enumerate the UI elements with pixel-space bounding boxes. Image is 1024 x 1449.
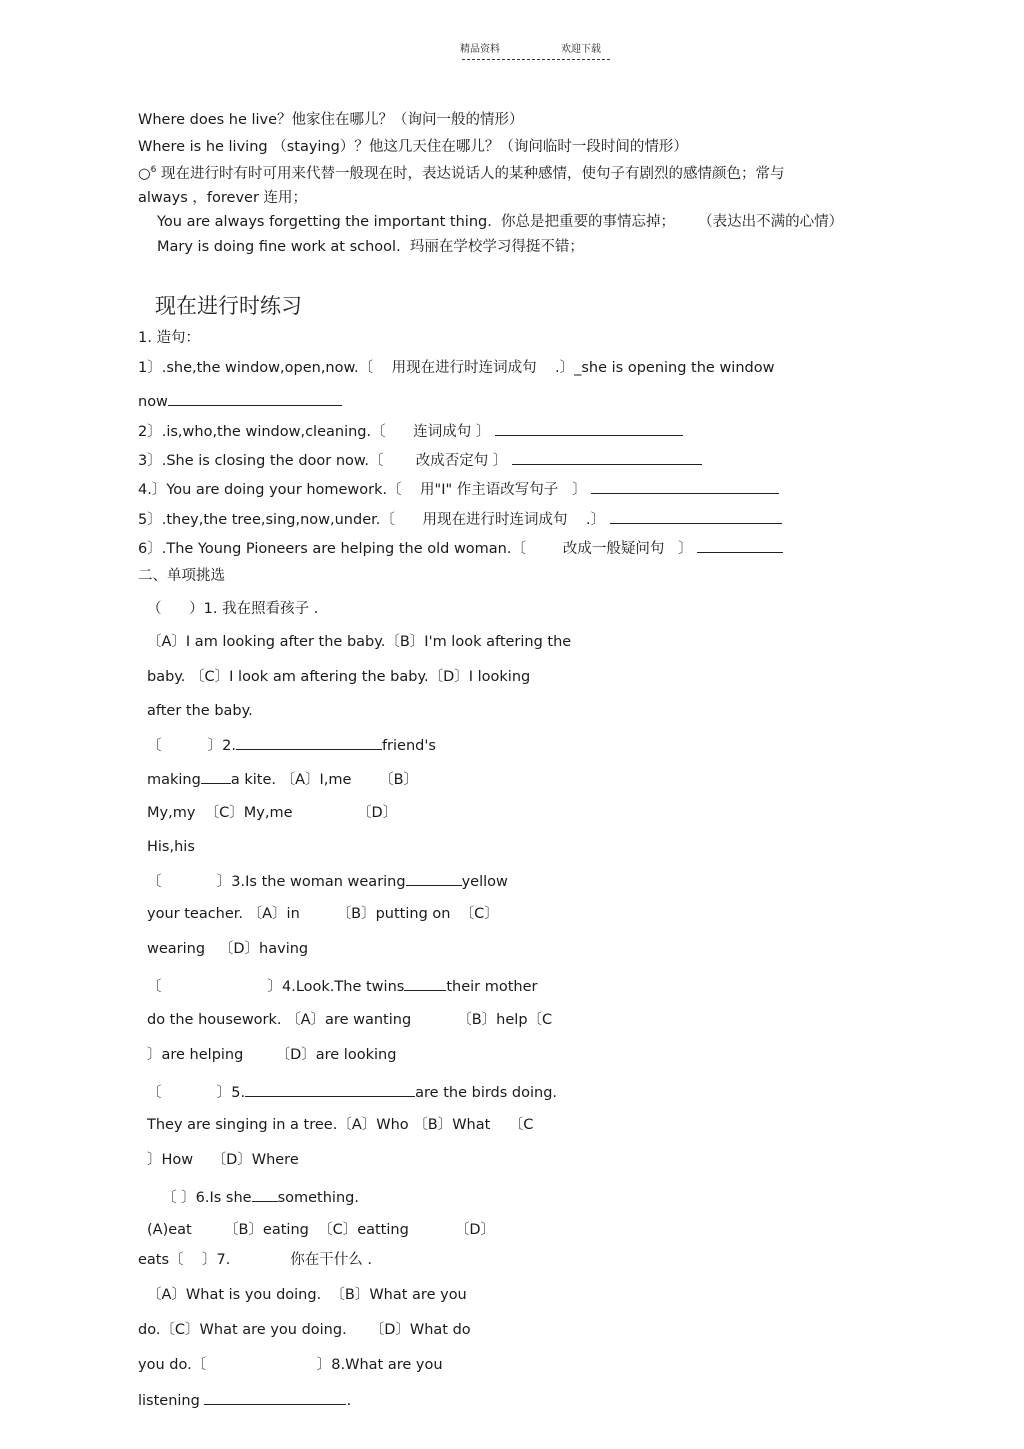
answer-blank xyxy=(236,734,382,750)
mc-text: friend's xyxy=(381,738,436,754)
question-6 xyxy=(138,537,783,559)
mc-line: baby. 〔C〕I look am aftering the baby.〔D〕I looking xyxy=(147,669,531,685)
question-3 xyxy=(138,449,702,471)
mc-text: are the birds doing. xyxy=(415,1085,558,1101)
question-5 xyxy=(138,508,782,530)
question-2 xyxy=(138,420,683,442)
mc-text: 〔 〕3.Is the woman wearing xyxy=(147,874,406,890)
part2-heading: 二、单项挑选 xyxy=(138,568,225,584)
mc-line: 〕How 〔D〕Where xyxy=(147,1152,299,1168)
mc-text: their mother xyxy=(446,979,538,995)
answer-blank xyxy=(252,1186,278,1202)
answer-blank xyxy=(406,870,462,886)
part1-heading: 1. 造句： xyxy=(138,330,200,346)
mc-line: 〕are helping 〔D〕are looking xyxy=(147,1047,397,1063)
mc-line xyxy=(147,870,508,892)
mc-line: you do.〔 〕8.What are you xyxy=(138,1357,443,1373)
answer-blank xyxy=(591,478,779,494)
mc-text: something. xyxy=(277,1190,359,1206)
answer-blank xyxy=(204,1389,346,1405)
question-text: 5〕.they,the tree,sing,now,under.〔 用现在进行时连词成句 .〕 xyxy=(138,512,606,528)
mc-text: 〔 〕2. xyxy=(147,738,236,754)
answer-blank xyxy=(610,508,782,524)
question-4 xyxy=(138,478,779,500)
question-text: now xyxy=(138,394,168,410)
note-line: Where is he living （staying）？他这几天住在哪儿？（询问临时一段时间的情形） xyxy=(138,139,688,155)
section-title: 现在进行时练习 xyxy=(155,294,302,318)
mc-line: They are singing in a tree.〔A〕Who 〔B〕What 〔C xyxy=(147,1117,534,1133)
mc-text: making xyxy=(147,772,201,788)
mc-line: My,my 〔C〕My,me 〔D〕 xyxy=(147,805,398,821)
mc-line: wearing 〔D〕having xyxy=(147,941,309,957)
note-number: 6 xyxy=(150,165,157,175)
mc-line xyxy=(162,1186,359,1208)
answer-blank xyxy=(697,537,783,553)
example-sentence: Mary is doing fine work at school. 玛丽在学校学习得挺不错； xyxy=(157,239,584,255)
mc-line: （ ）1. 我在照看孩子 . xyxy=(147,601,319,617)
mc-line xyxy=(147,768,418,790)
mc-line: your teacher. 〔A〕in 〔B〕putting on 〔C〕 xyxy=(147,906,499,922)
mc-text: 〔 〕4.Look.The twins xyxy=(147,979,405,995)
question-text: 2〕.is,who,the window,cleaning.〔 连词成句 〕 xyxy=(138,424,491,440)
mc-line: eats〔 〕7. 你在干什么 . xyxy=(138,1252,372,1268)
mc-line: 〔A〕What is you doing. 〔B〕What are you xyxy=(147,1287,467,1303)
question-1: 1〕.she,the window,open,now.〔 用现在进行时连词成句 .〕_she is opening the window xyxy=(138,360,775,376)
header-right: 欢迎下载 xyxy=(561,44,601,55)
mc-line: (A)eat 〔B〕eating 〔C〕eatting 〔D〕 xyxy=(147,1222,496,1238)
mc-line xyxy=(147,975,537,997)
mc-text: 〔 〕6.Is she xyxy=(162,1190,252,1206)
question-text: 3〕.She is closing the door now.〔 改成否定句 〕 xyxy=(138,453,508,469)
question-text: 4.〕You are doing your homework.〔 用"I" 作主语改写句子 〕 xyxy=(138,482,587,498)
mc-line: after the baby. xyxy=(147,703,253,719)
mc-text: a kite. 〔A〕I,me 〔B〕 xyxy=(230,772,419,788)
answer-blank xyxy=(495,420,683,436)
note-line xyxy=(138,160,785,184)
mc-line xyxy=(147,1081,557,1103)
answer-blank xyxy=(201,768,231,784)
note-line: Where does he live？他家住在哪儿？（询问一般的情形） xyxy=(138,112,524,128)
question-1-cont xyxy=(138,390,342,412)
mc-line: His,his xyxy=(147,839,195,855)
note-line: always ，forever 连用； xyxy=(138,190,308,206)
mc-line xyxy=(147,734,436,756)
header-left: 精品资料 xyxy=(460,44,500,55)
answer-blank xyxy=(404,975,446,991)
answer-blank xyxy=(512,449,702,465)
mc-text: yellow xyxy=(461,874,508,890)
circle-marker: ○ xyxy=(138,165,151,182)
note-text: 现在进行时有时可用来代替一般现在时，表达说话人的某种感情，使句子有剧烈的感情颜色；常与 xyxy=(156,165,785,182)
mc-line: do the housework. 〔A〕are wanting 〔B〕help〔C xyxy=(147,1012,553,1028)
mc-text: listening xyxy=(138,1393,200,1409)
example-sentence: You are always forgetting the important thing. 你总是把重要的事情忘掉； （表达出不满的心情） xyxy=(157,214,844,230)
mc-line: 〔A〕I am looking after the baby.〔B〕I'm look aftering the xyxy=(147,634,572,650)
mc-text: . xyxy=(346,1393,352,1409)
answer-blank xyxy=(168,390,342,406)
mc-line xyxy=(138,1389,351,1411)
answer-blank xyxy=(245,1081,415,1097)
question-text: 6〕.The Young Pioneers are helping the old woman.〔 改成一般疑问句 〕 xyxy=(138,541,693,557)
mc-text: 〔 〕5. xyxy=(147,1085,246,1101)
header-divider xyxy=(462,59,610,60)
mc-line: do.〔C〕What are you doing. 〔D〕What do xyxy=(138,1322,471,1338)
